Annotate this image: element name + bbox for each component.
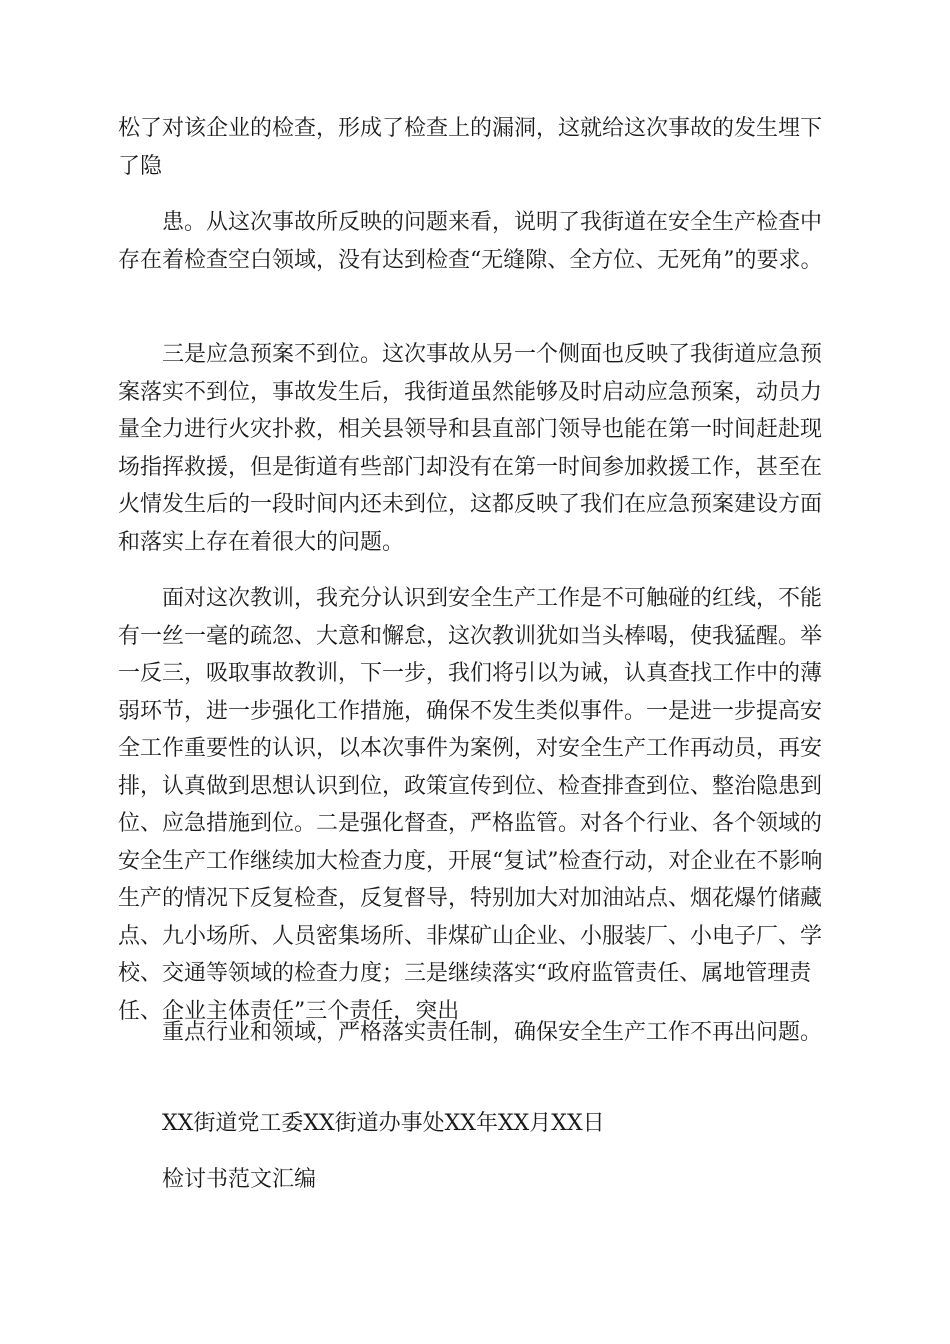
signature-line: XX街道党工委XX街道办事处XX年XX月XX日 <box>162 1111 605 1136</box>
paragraph-continuation: 松了对该企业的检查，形成了检查上的漏洞，这就给这次事故的发生埋下了隐 <box>118 116 823 179</box>
paragraph-emergency-plan: 三是应急预案不到位。这次事故从另一个侧面也反映了我街道应急预案落实不到位，事故发生后，我街道虽然能够及时启动应急预案，动员力量全力进行火灾扑救，相关县领导和县直部门领导也能在第一时间赶赴现场指挥救援，但是街道有些部门却没有在第一时间参加救援工作，甚至在火情发生后的一段时间内还未到位，这都反映了我们在应急预案建设方面和落实上存在着很大的问题。 <box>118 342 823 555</box>
paragraph-lessons-measures: 面对这次教训，我充分认识到安全生产工作是不可触碰的红线，不能有一丝一毫的疏忽、大意和懈怠，这次教训犹如当头棒喝，使我猛醒。举一反三，吸取事故教训，下一步，我们将引以为诫，认真查找工作中的薄弱环节，进一步强化工作措施，确保不发生类似事件。一是进一步提高安全工作重要性的认识，以本次事件为案例，对安全生产工作再动员，再安排，认真做到思想认识到位，政策宣传到位、检查排查到位、整治隐患到位、应急措施到位。二是强化督查，严格监管。对各个行业、各个领域的安全生产工作继续加大检查力度，开展“复试”检查行动，对企业在不影响生产的情况下反复检查，反复督导，特别加大对加油站点、烟花爆竹储藏点、九小场所、人员密集场所、非煤矿山企业、小服装厂、小电子厂、学校、交通等领域的检查力度；三是继续落实“政府监管责任、属地管理责任、企业主体责任”三个责任，突出 <box>118 586 823 1024</box>
paragraph-hazard-analysis: 患。从这次事故所反映的问题来看，说明了我街道在安全生产检查中存在着检查空白领域，没有达到检查“无缝隙、全方位、无死角”的要求。 <box>118 210 823 273</box>
paragraph-conclusion: 重点行业和领域，严格落实责任制，确保安全生产工作不再出问题。 <box>162 1020 823 1045</box>
next-section-title: 检讨书范文汇编 <box>162 1167 317 1192</box>
